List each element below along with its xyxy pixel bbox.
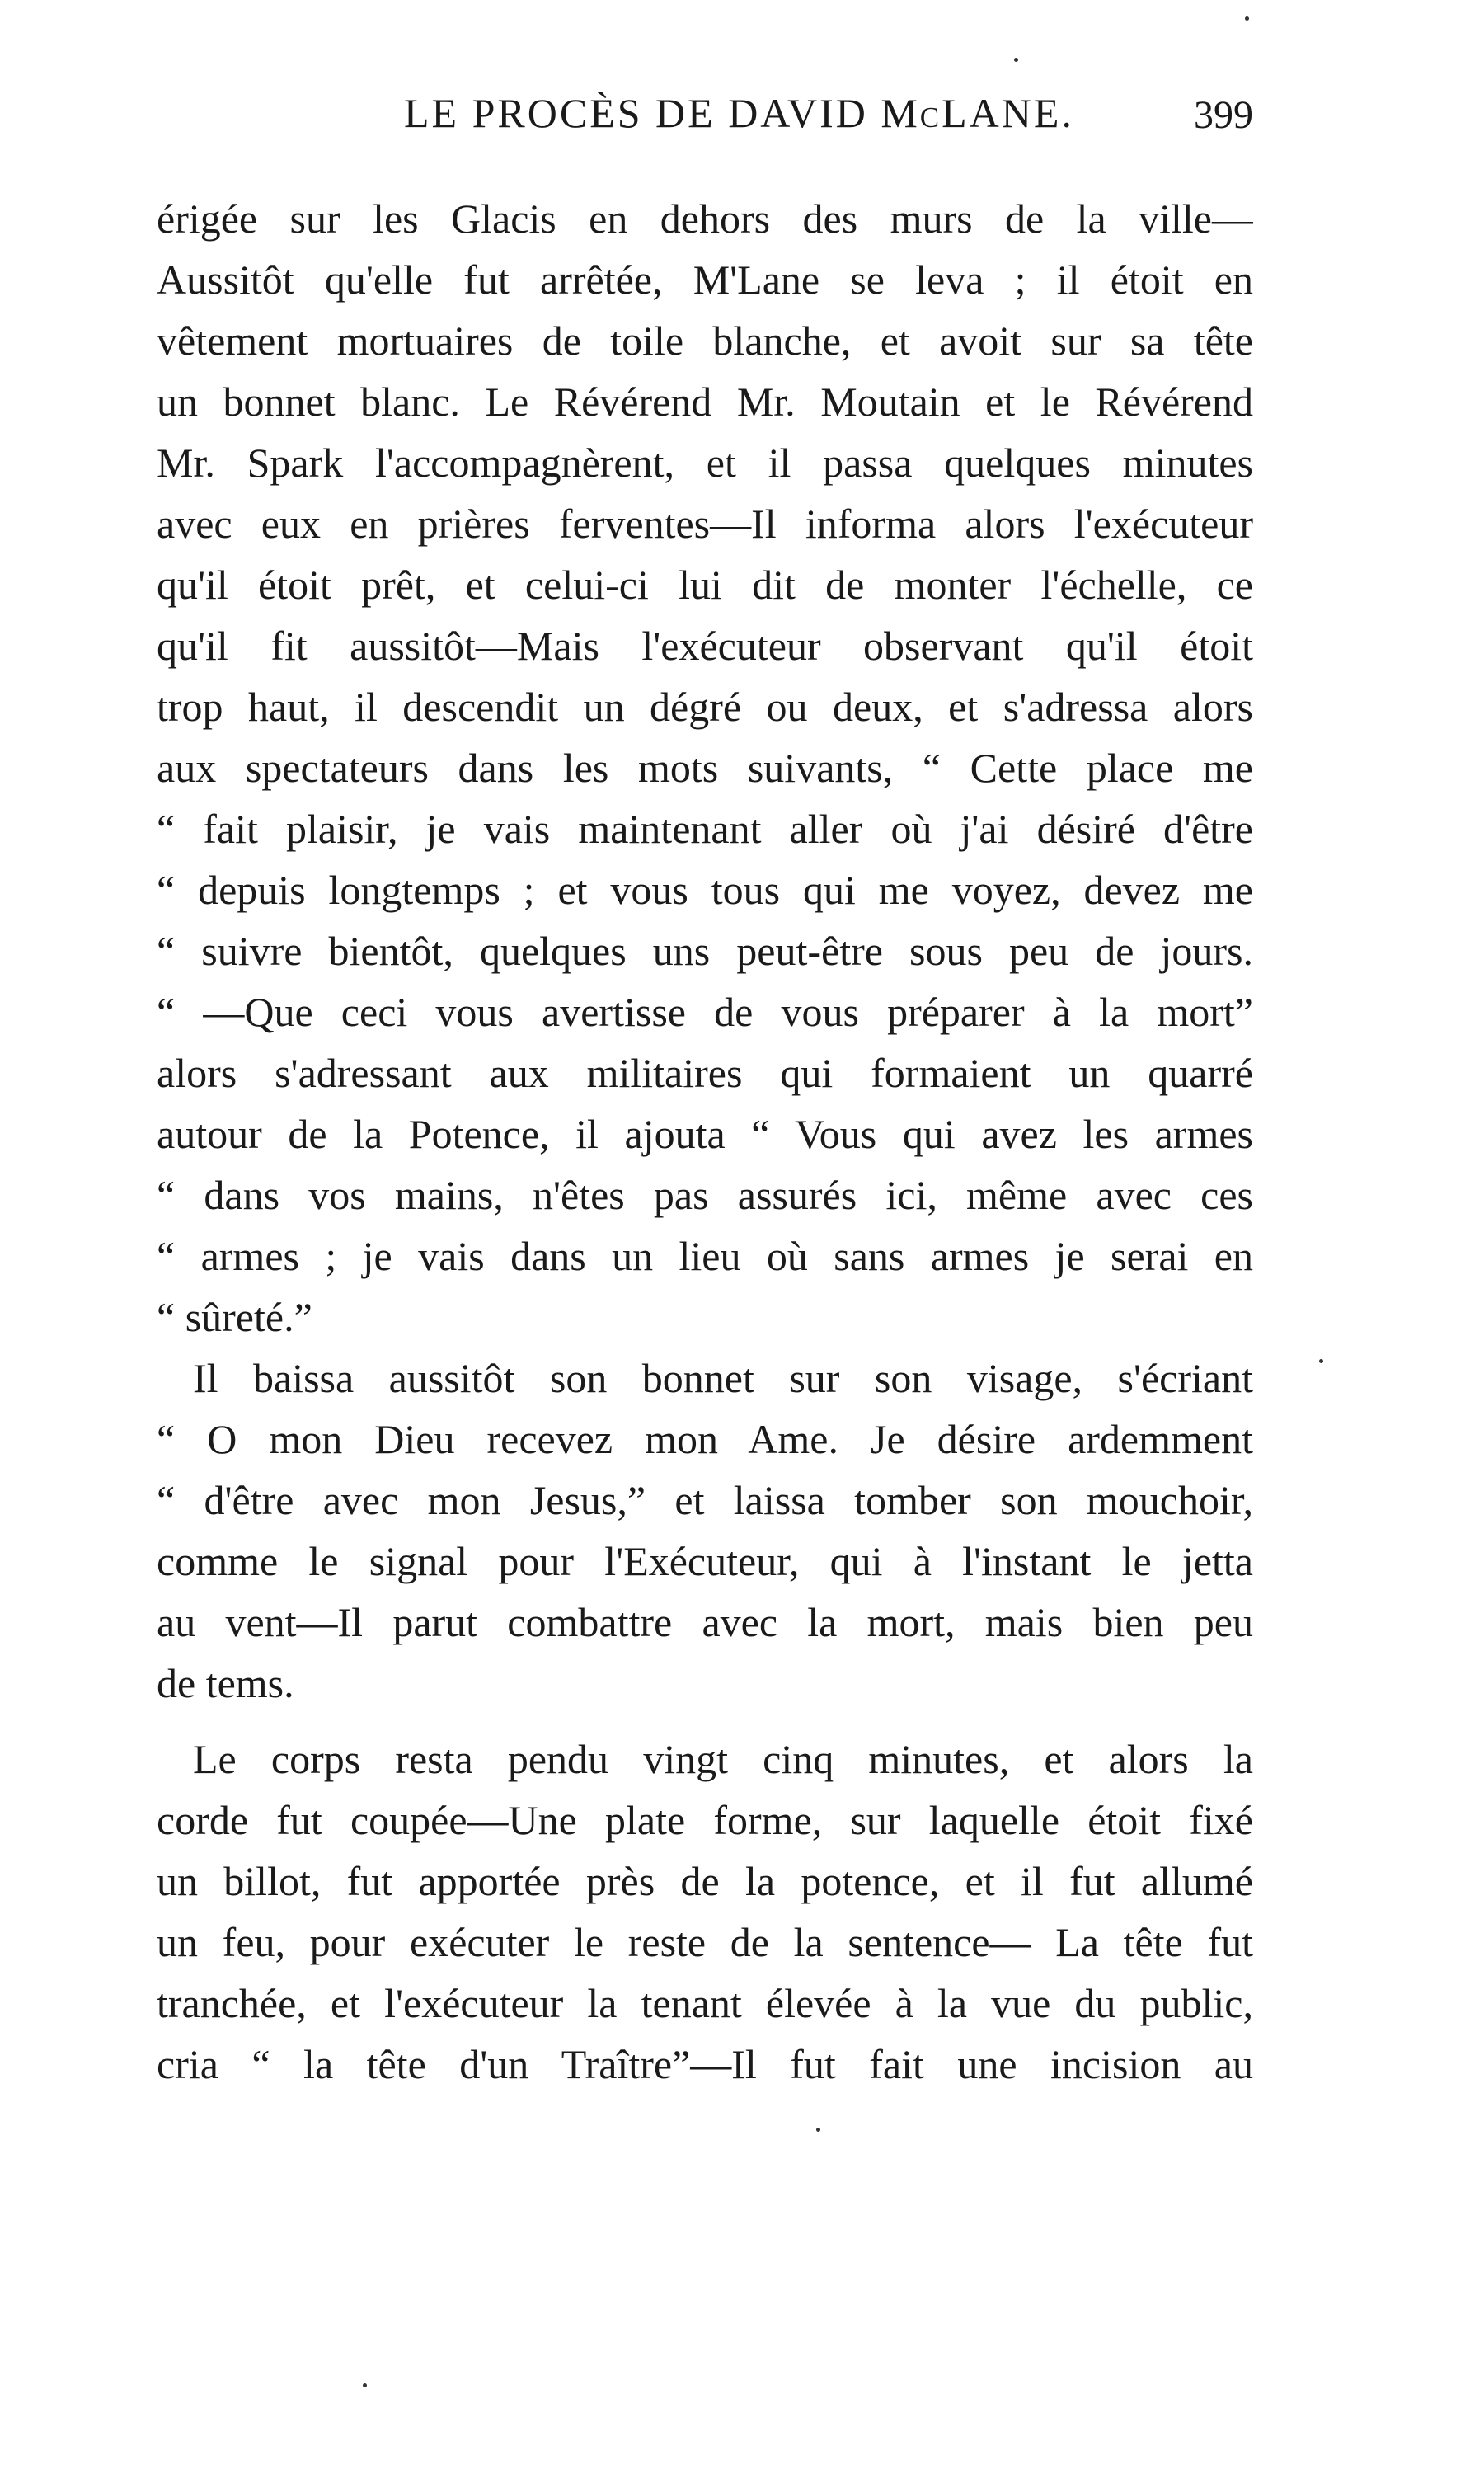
body-text [157,188,1253,2095]
print-speck [1319,1359,1323,1363]
print-speck [816,2128,820,2132]
text-line: alors s'adressant aux militaires qui formaient un quarré [157,1050,1253,1096]
text-line: “ depuis longtemps ; et vous tous qui me voyez, devez me [157,867,1253,913]
text-line: comme le signal pour l'Exécuteur, qui à l'instant le jetta [157,1538,1253,1584]
text-line: tranchée, et l'exécuteur la tenant élevée à la vue du public, [157,1980,1253,2026]
text-line: “ suivre bientôt, quelques uns peut-être sous peu de jours. [157,928,1253,974]
page-header [157,89,1253,147]
text-line: vêtement mortuaires de toile blanche, et avoit sur sa tête [157,317,1253,364]
print-speck [363,2383,367,2387]
text-line: “ O mon Dieu recevez mon Ame. Je désire ardemment [157,1416,1253,1462]
text-line: qu'il fit aussitôt—Mais l'exécuteur observant qu'il étoit [157,623,1253,669]
text-line: “ sûreté.” [157,1294,312,1340]
text-line: cria “ la tête d'un Traître”—Il fut fait une incision au [157,2041,1253,2087]
text-line: “ dans vos mains, n'êtes pas assurés ici, même avec ces [157,1172,1253,1218]
paragraph-1 [157,188,1253,1348]
text-line: Il baissa aussitôt son bonnet sur son visage, s'écriant [193,1355,1253,1401]
paragraph-2 [157,1348,1253,1714]
text-line: “ d'être avec mon Jesus,” et laissa tomber son mouchoir, [157,1477,1253,1523]
text-line: un feu, pour exécuter le reste de la sentence— La tête fut [157,1919,1253,1965]
paragraph-3 [157,1729,1253,2095]
text-line: autour de la Potence, il ajouta “ Vous qui avez les armes [157,1111,1253,1157]
text-line: corde fut coupée—Une plate forme, sur laquelle étoit fixé [157,1797,1253,1843]
text-line: un billot, fut apportée près de la potence, et il fut allumé [157,1858,1253,1904]
text-line: érigée sur les Glacis en dehors des murs de la ville— [157,195,1253,242]
print-speck [1014,58,1018,62]
text-line: Mr. Spark l'accompagnèrent, et il passa quelques minutes [157,440,1253,486]
text-line: avec eux en prières ferventes—Il informa alors l'exécuteur [157,501,1253,547]
text-line: “ armes ; je vais dans un lieu où sans armes je serai en [157,1233,1253,1279]
text-line: de tems. [157,1660,294,1706]
print-speck [1245,16,1249,21]
page-number: 399 [1194,93,1253,137]
text-line: un bonnet blanc. Le Révérend Mr. Moutain et le Révérend [157,379,1253,425]
paragraph-gap [157,1714,1253,1729]
text-line: aux spectateurs dans les mots suivants, “ Cette place me [157,745,1253,791]
text-line: Aussitôt qu'elle fut arrêtée, M'Lane se leva ; il étoit en [157,256,1253,303]
running-title: LE PROCÈS DE DAVID McLANE. [404,90,1074,136]
text-line: au vent—Il parut combattre avec la mort, mais bien peu [157,1599,1253,1645]
text-line: “ —Que ceci vous avertisse de vous préparer à la mort” [157,989,1253,1035]
text-line: “ fait plaisir, je vais maintenant aller où j'ai désiré d'être [157,806,1253,852]
text-line: Le corps resta pendu vingt cinq minutes, et alors la [193,1736,1253,1782]
text-line: trop haut, il descendit un dégré ou deux, et s'adressa alors [157,684,1253,730]
text-line: qu'il étoit prêt, et celui-ci lui dit de monter l'échelle, ce [157,562,1253,608]
